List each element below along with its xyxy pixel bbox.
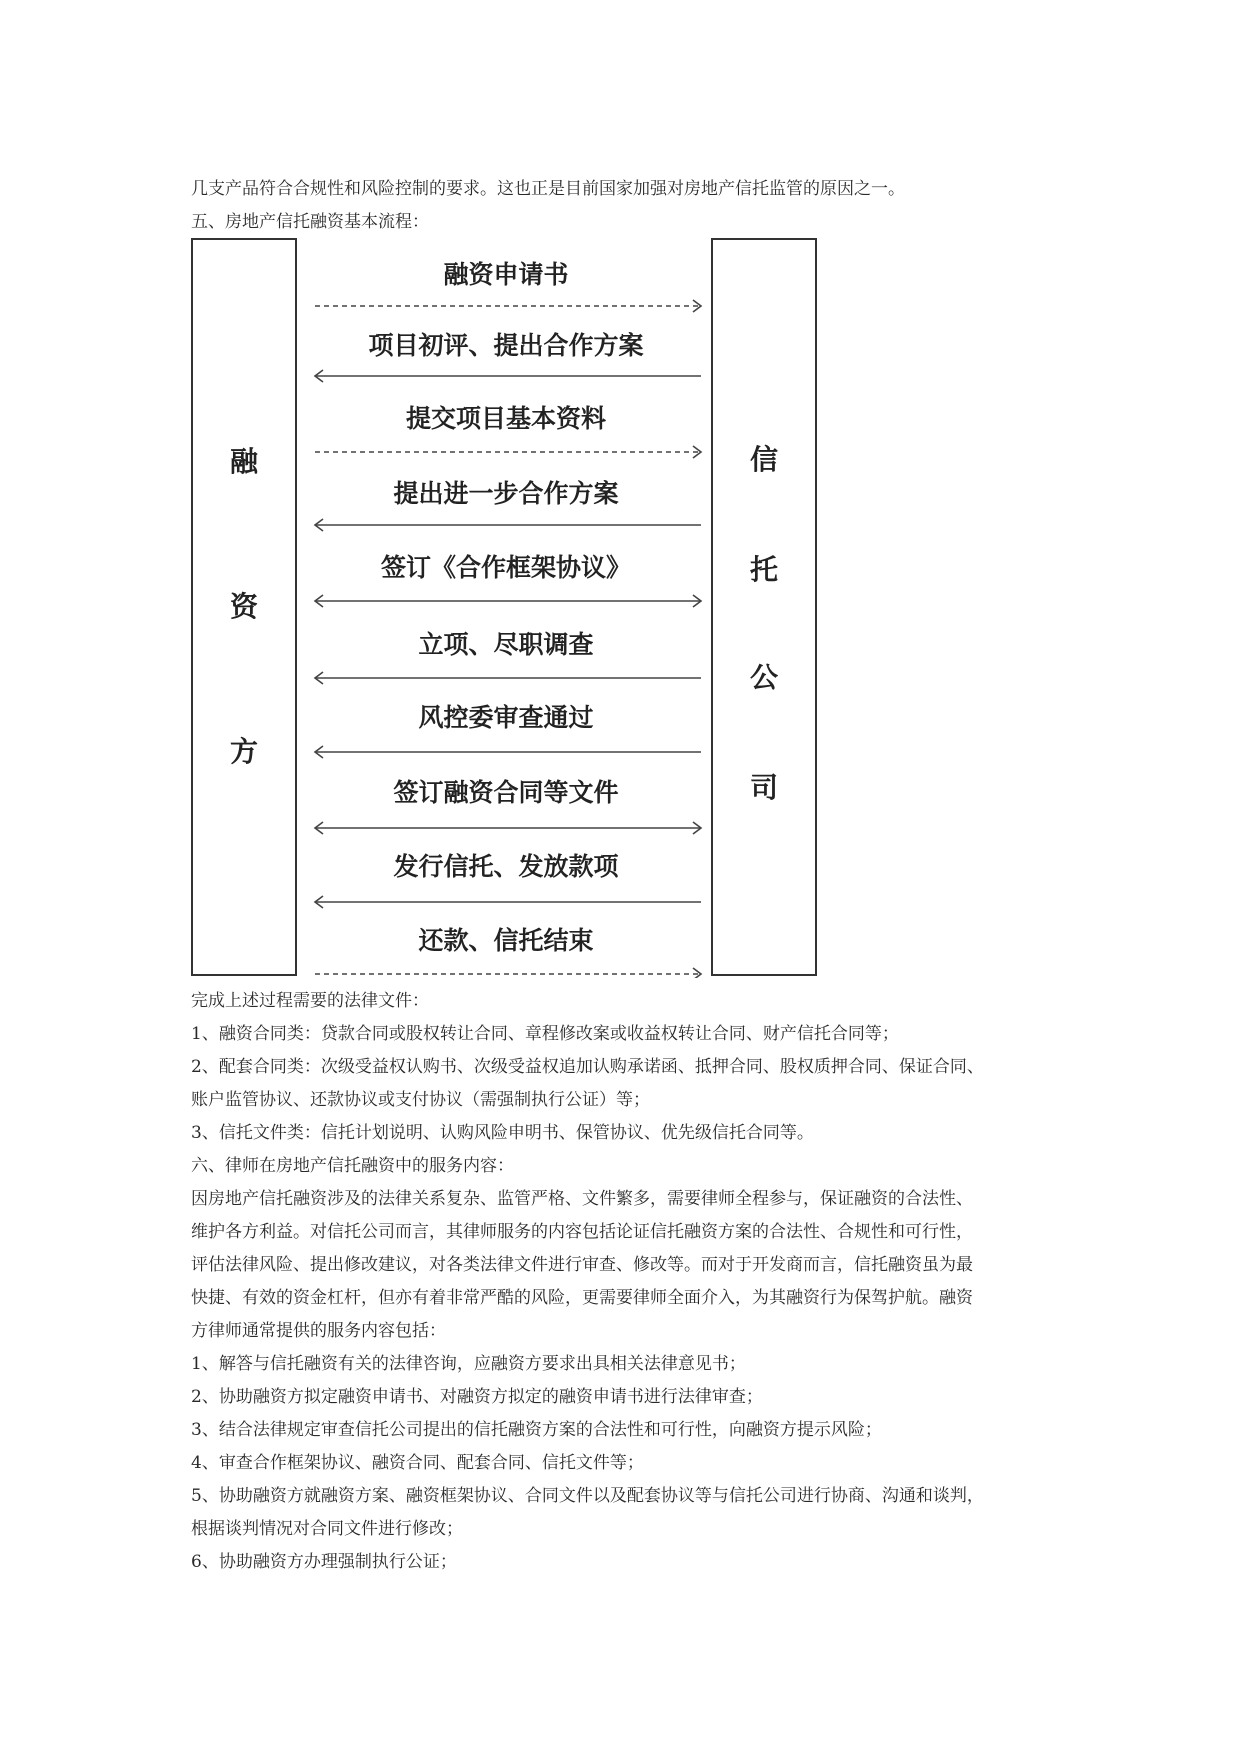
legal-doc-item: 3、信托文件类：信托计划说明、认购风险申明书、保管协议、优先级信托合同等。: [191, 1123, 814, 1143]
arrow-head: [693, 968, 701, 978]
step-label: 提交项目基本资料: [405, 404, 606, 433]
legal-doc-item: 2、配套合同类：次级受益权认购书、次级受益权追加认购承诺函、抵押合同、股权质押合同、保证合同、: [191, 1057, 984, 1077]
section6-paragraph-line: 维护各方利益。对信托公司而言，其律师服务的内容包括论证信托融资方案的合法性、合规性和可行性，: [191, 1222, 973, 1242]
intro-text: 几支产品符合合规性和风险控制的要求。这也正是目前国家加强对房地产信托监管的原因之一。: [191, 179, 905, 199]
service-item: 1、解答与信托融资有关的法律咨询，应融资方要求出具相关法律意见书；: [191, 1354, 746, 1374]
financing-party-char: 融: [229, 445, 258, 478]
legal-docs-heading: 完成上述过程需要的法律文件：: [191, 991, 429, 1011]
step-label: 提出进一步合作方案: [393, 479, 619, 508]
step-label: 风控委审查通过: [418, 703, 594, 732]
trust-company-char: 信: [749, 443, 778, 476]
service-item: 4、审查合作框架协议、融资合同、配套合同、信托文件等；: [191, 1453, 644, 1473]
flow-arrows: [191, 238, 824, 978]
step-label: 项目初评、提出合作方案: [368, 331, 644, 360]
step-label: 签订《合作框架协议》: [380, 553, 631, 582]
section6-paragraph-line: 因房地产信托融资涉及的法律关系复杂、监管严格、文件繁多，需要律师全程参与，保证融资的合法性、: [191, 1189, 973, 1209]
trust-company-char: 托: [749, 553, 778, 586]
step-label: 融资申请书: [443, 260, 569, 289]
financing-party-char: 资: [229, 590, 258, 623]
service-item: 5、协助融资方就融资方案、融资框架协议、合同文件以及配套协议等与信托公司进行协商、沟通和谈判，: [191, 1486, 984, 1506]
service-item: 2、协助融资方拟定融资申请书、对融资方拟定的融资申请书进行法律审查；: [191, 1387, 763, 1407]
legal-doc-item: 1、融资合同类：贷款合同或股权转让合同、章程修改案或收益权转让合同、财产信托合同等；: [191, 1024, 899, 1044]
financing-party-char: 方: [229, 735, 258, 768]
step-label: 发行信托、发放款项: [393, 852, 619, 881]
step-label: 还款、信托结束: [418, 926, 594, 955]
service-item: 根据谈判情况对合同文件进行修改；: [191, 1519, 463, 1539]
section6-paragraph-line: 评估法律风险、提出修改建议，对各类法律文件进行审查、修改等。而对于开发商而言，信托融资虽为最: [191, 1255, 973, 1275]
section6-paragraph-line: 快捷、有效的资金杠杆，但亦有着非常严酷的风险，更需要律师全面介入，为其融资行为保驾护航。融资: [191, 1288, 973, 1308]
service-item: 3、结合法律规定审查信托公司提出的信托融资方案的合法性和可行性，向融资方提示风险；: [191, 1420, 882, 1440]
step-label: 签订融资合同等文件: [393, 778, 619, 807]
trust-company-char: 公: [749, 661, 778, 694]
step-label: 立项、尽职调查: [418, 630, 594, 659]
section6-paragraph-line: 方律师通常提供的服务内容包括：: [191, 1321, 446, 1341]
service-item: 6、协助融资方办理强制执行公证；: [191, 1552, 457, 1572]
section5-title: 五、房地产信托融资基本流程：: [191, 212, 429, 232]
financing-flow-diagram: [191, 238, 824, 978]
section6-title: 六、律师在房地产信托融资中的服务内容：: [191, 1156, 514, 1176]
trust-company-char: 司: [749, 771, 778, 804]
legal-doc-item: 账户监管协议、还款协议或支付协议（需强制执行公证）等；: [191, 1090, 650, 1110]
